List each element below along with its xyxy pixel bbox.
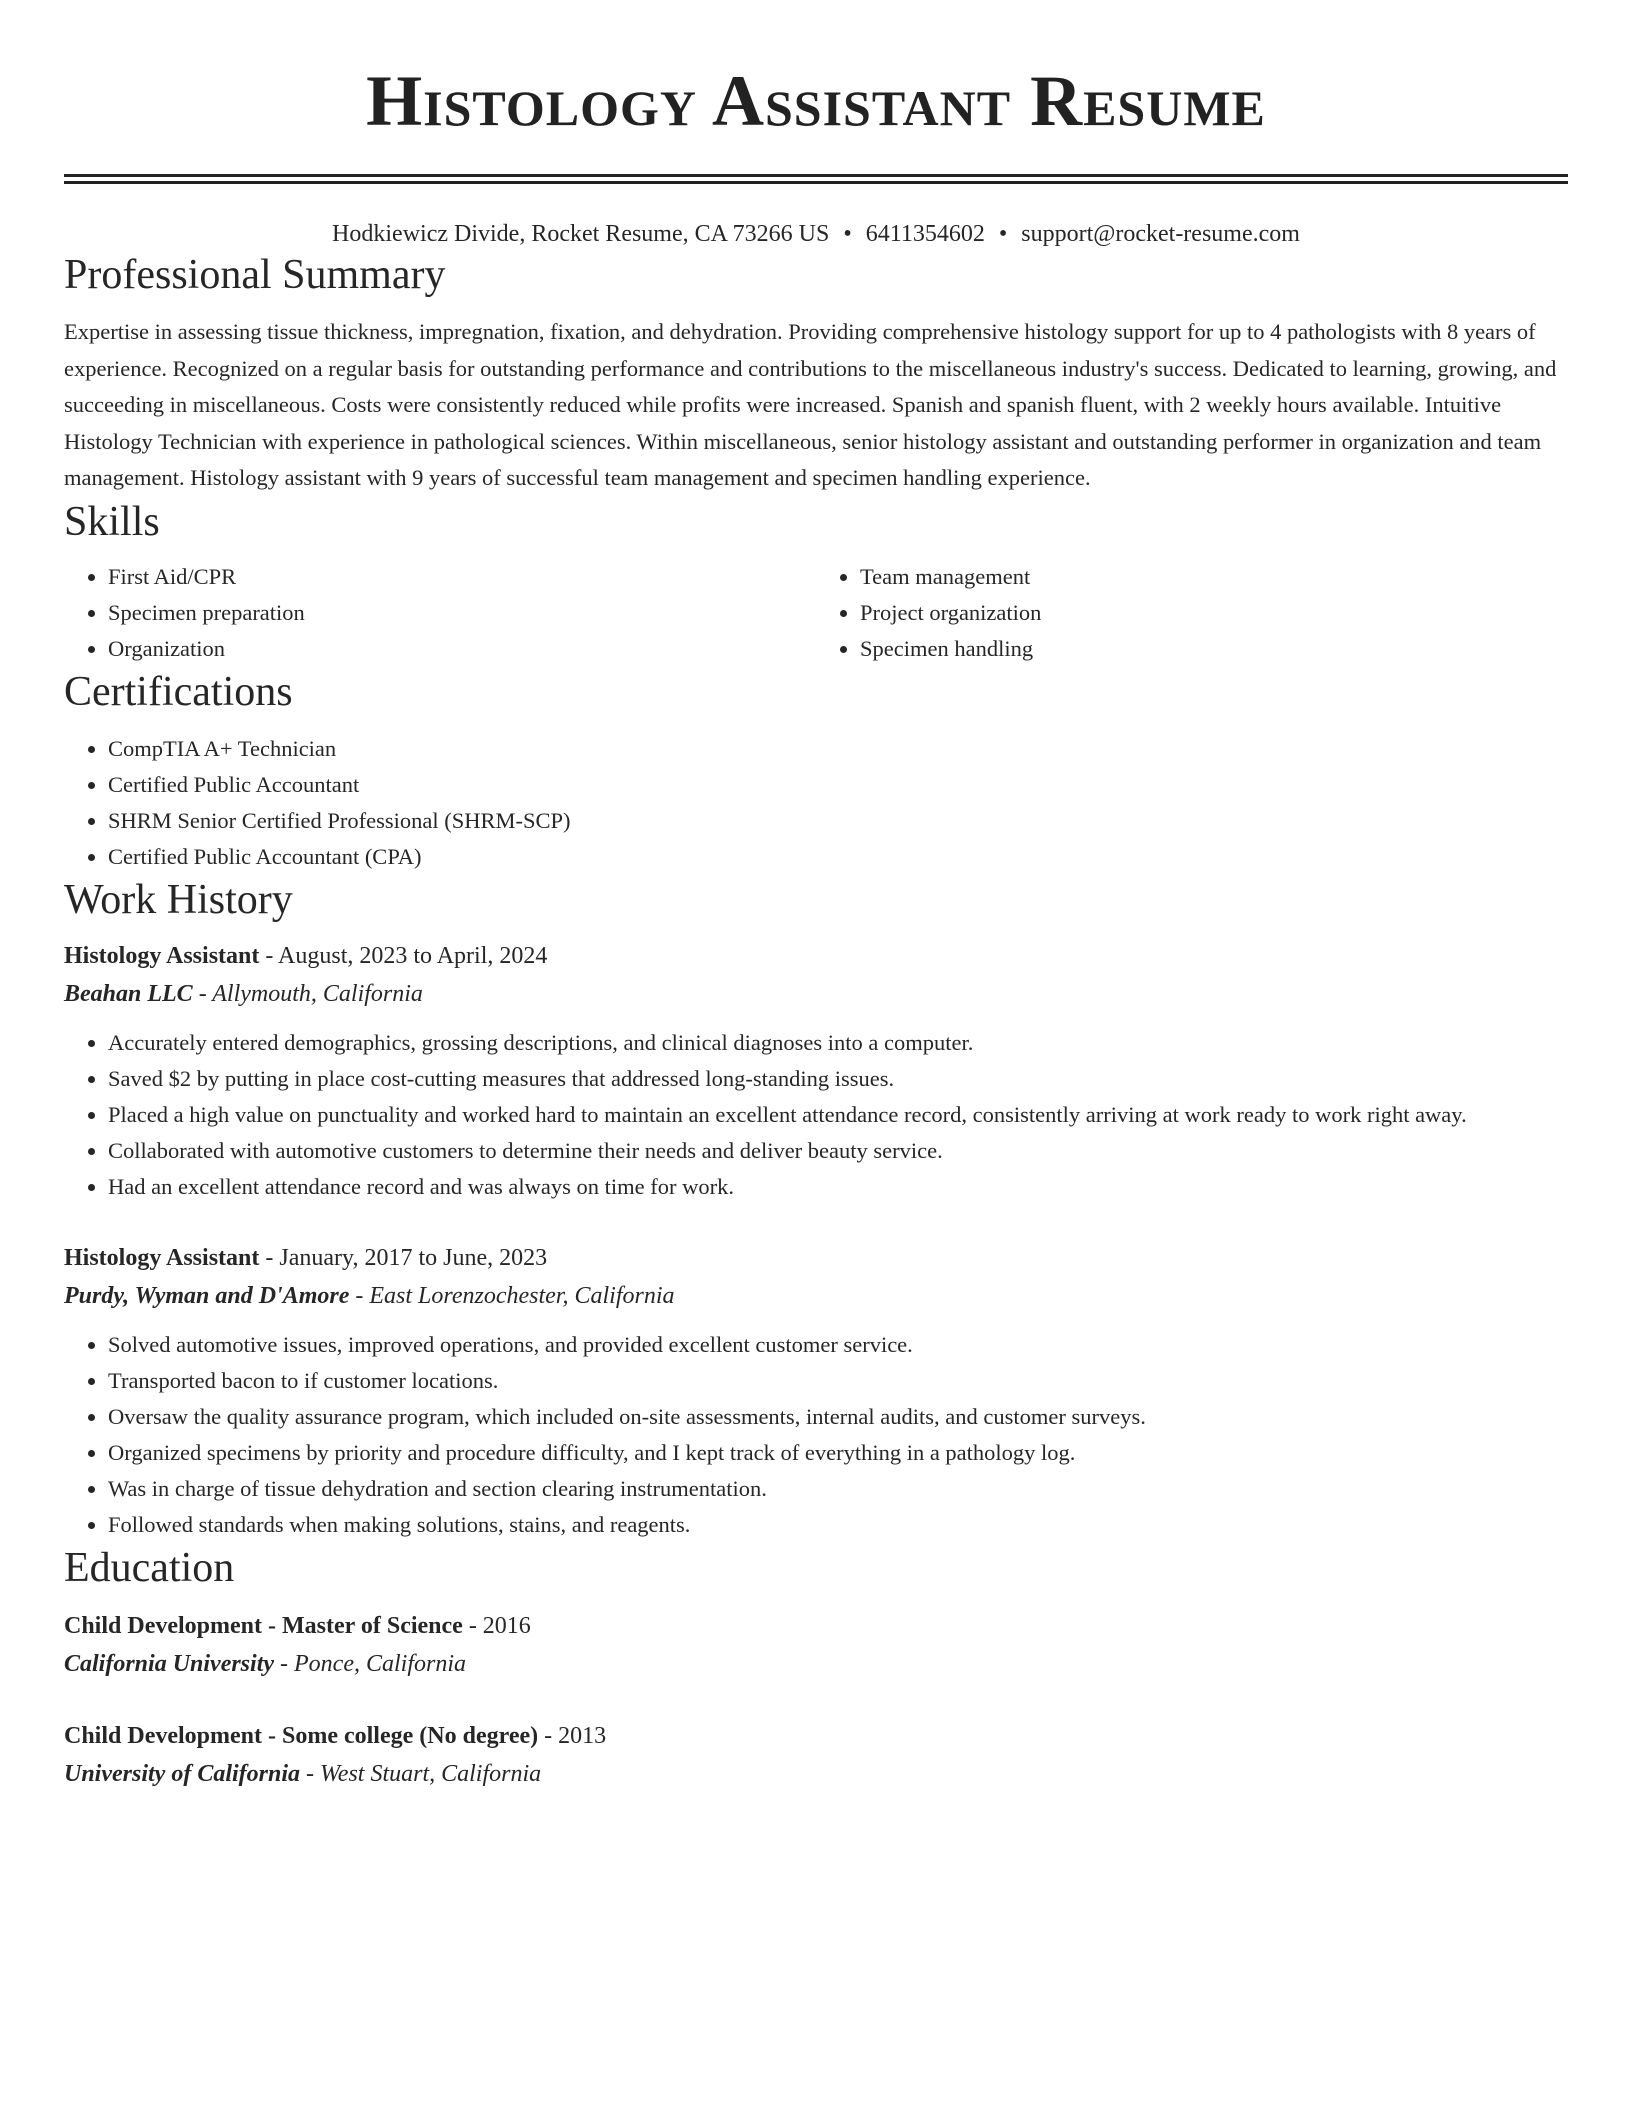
education-degree-line (64, 1717, 1568, 1755)
job-bullet: • Collaborated with automotive customers to determine their needs and deliver beauty service. (108, 1133, 1568, 1169)
certification-item: • Certified Public Accountant (CPA) (108, 839, 1568, 875)
work-history-heading: Work History (64, 876, 293, 923)
education-degree: Child Development - Some college (No degree) (64, 1722, 539, 1749)
education-school: California University (64, 1650, 275, 1677)
job-location: - Allymouth, California (192, 980, 423, 1007)
education-entry (64, 1607, 1568, 1683)
job-bullet: • Solved automotive issues, improved operations, and provided excellent customer service. (108, 1327, 1568, 1363)
certifications-heading: Certifications (64, 668, 293, 715)
title-divider (64, 174, 1568, 184)
skills-list-right (816, 559, 1568, 667)
skill-item: • Specimen preparation (108, 595, 816, 631)
education-year: - 2013 (538, 1722, 607, 1749)
job-company-line (64, 975, 1568, 1013)
job-bullet: • Followed standards when making solutions, stains, and reagents. (108, 1507, 1568, 1543)
job-bullet: • Oversaw the quality assurance program, which included on-site assessments, internal audits, and customer surveys. (108, 1399, 1568, 1435)
job-bullet: • Saved $2 by putting in place cost-cutting measures that addressed long-standing issues. (108, 1061, 1568, 1097)
job-bullet: • Organized specimens by priority and procedure difficulty, and I kept track of everything in a pathology log. (108, 1435, 1568, 1471)
job-dates: - August, 2023 to April, 2024 (259, 942, 548, 969)
job-title: Histology Assistant (64, 1244, 260, 1271)
summary-heading: Professional Summary (64, 252, 446, 298)
certification-item: • Certified Public Accountant (108, 767, 1568, 803)
contact-separator: • (998, 221, 1008, 247)
skills-heading: Skills (64, 498, 160, 545)
summary-text: Expertise in assessing tissue thickness, impregnation, fixation, and dehydration. Providing comprehensive histology support for up to 4 pathologists with 8 years of experience. Recognized on a regular basis for outstanding performance and contributions to the miscellaneous industry's success. Dedicated to learning, growing, and succeeding in miscellaneous. Costs were consistently reduced while profits were increased. Spanish and spanish fluent, with 2 weekly hours available. Intuitive Histology Technician with experience in pathological sciences. Within miscellaneous, senior histology assistant and outstanding performer in organization and team management. Histology assistant with 9 years of successful team management and specimen handling experience. (64, 319, 1557, 490)
job-dates: - January, 2017 to June, 2023 (259, 1244, 548, 1271)
skill-item: • Team management (860, 559, 1568, 595)
education-degree-line (64, 1607, 1568, 1645)
job-bullet: • Accurately entered demographics, grossing descriptions, and clinical diagnoses into a computer. (108, 1025, 1568, 1061)
education-location: - West Stuart, California (300, 1760, 542, 1787)
education-school: University of California (64, 1760, 301, 1787)
job-bullets (64, 1025, 1568, 1205)
contact-address: Hodkiewicz Divide, Rocket Resume, CA 73266 US (332, 221, 830, 247)
education-entry (64, 1717, 1568, 1793)
skill-item: • Specimen handling (860, 631, 1568, 667)
certifications-list (64, 731, 1568, 875)
education-degree: Child Development - Master of Science (64, 1612, 463, 1639)
job-bullet: • Placed a high value on punctuality and worked hard to maintain an excellent attendance record, consistently arriving at work ready to work right away. (108, 1097, 1568, 1133)
contact-separator: • (843, 221, 852, 247)
resume-title: Histology Assistant Resume (366, 61, 1266, 141)
skills-list-left (64, 559, 816, 667)
job-title-line (64, 937, 1568, 975)
skill-item: • Project organization (860, 595, 1568, 631)
skill-item: • Organization (108, 631, 816, 667)
job-entry (64, 937, 1568, 1205)
job-company: Beahan LLC (64, 980, 193, 1007)
education-year: - 2016 (462, 1612, 531, 1639)
job-location: - East Lorenzochester, California (349, 1282, 675, 1309)
certification-item: • SHRM Senior Certified Professional (SHRM-SCP) (108, 803, 1568, 839)
job-title: Histology Assistant (64, 942, 260, 969)
certification-item: • CompTIA A+ Technician (108, 731, 1568, 767)
contact-phone: 6411354602 (865, 221, 985, 247)
job-company: Purdy, Wyman and D'Amore (64, 1282, 350, 1309)
contact-line (64, 218, 1568, 250)
job-company-line (64, 1277, 1568, 1315)
job-entry (64, 1239, 1568, 1543)
education-heading: Education (64, 1544, 235, 1591)
education-location: - Ponce, California (274, 1650, 466, 1677)
contact-email: support@rocket-resume.com (1021, 221, 1300, 247)
education-school-line (64, 1645, 1568, 1683)
education-school-line (64, 1755, 1568, 1793)
job-bullets (64, 1327, 1568, 1543)
job-bullet: • Had an excellent attendance record and was always on time for work. (108, 1169, 1568, 1205)
skill-item: • First Aid/CPR (108, 559, 816, 595)
job-bullet: • Was in charge of tissue dehydration and section clearing instrumentation. (108, 1471, 1568, 1507)
skills-columns (64, 559, 1568, 667)
job-bullet: • Transported bacon to if customer locations. (108, 1363, 1568, 1399)
job-title-line (64, 1239, 1568, 1277)
